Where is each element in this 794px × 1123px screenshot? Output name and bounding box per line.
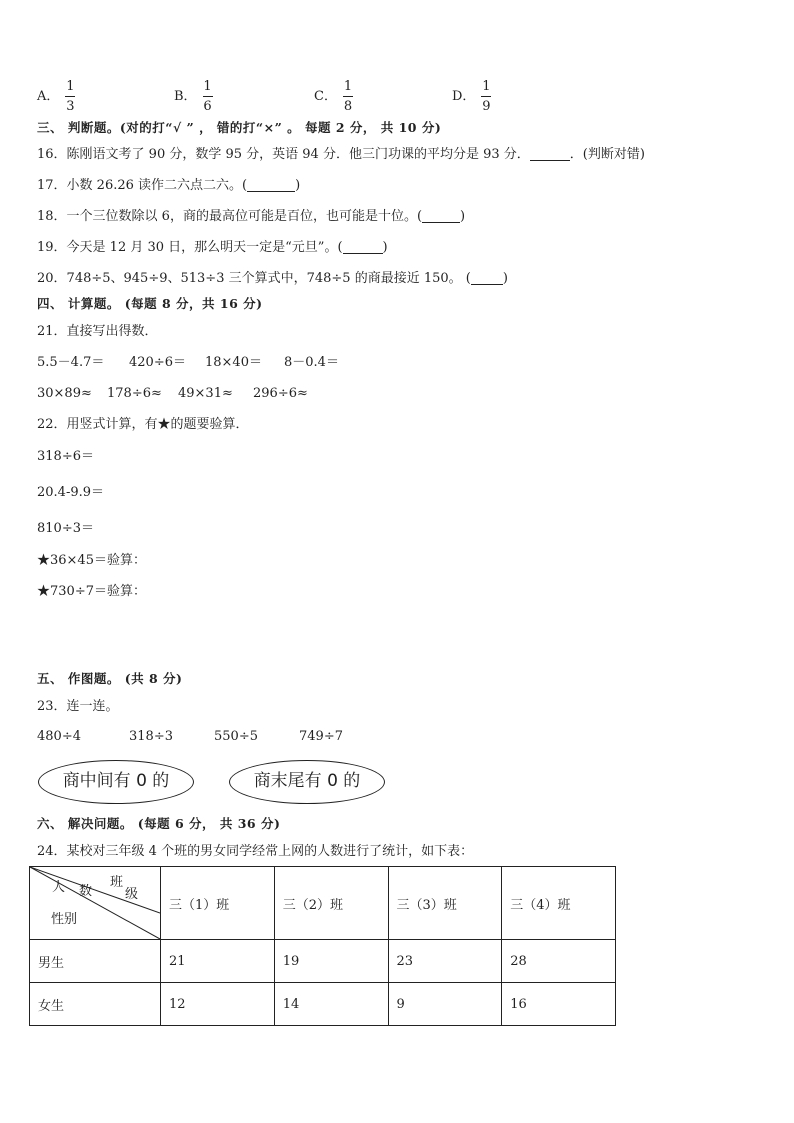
table-cell: 12 (161, 983, 275, 1026)
table-header-row (30, 867, 616, 940)
question-22: 22．用竖式计算，有★的题要验算． (37, 417, 249, 432)
choice-d (452, 80, 491, 113)
choice-letter: D． (452, 89, 476, 104)
section-5-heading: 五、 作图题。 (共 8 分) (37, 671, 183, 686)
calc-item: 18×40＝ (205, 355, 262, 370)
row-label: 女生 (30, 983, 161, 1026)
section-4-heading: 四、 计算题。 (每题 8 分，共 16 分) (37, 296, 263, 311)
question-24: 24．某校对三年级 4 个班的男女同学经常上网的人数进行了统计，如下表： (37, 844, 474, 859)
calc-item: 30×89≈ (37, 386, 92, 401)
choice-letter: C． (314, 89, 337, 104)
table-cell: 19 (274, 940, 388, 983)
row-label: 男生 (30, 940, 161, 983)
choice-letter: A． (37, 89, 60, 104)
column-header: 三（3）班 (388, 867, 502, 940)
section-3-heading: 三、 判断题。(对的打“√ ” ， 错的打“×” 。 每题 2 分， 共 10 分) (37, 120, 442, 135)
fraction: $\frac{1}{8}$ (343, 79, 353, 114)
diagonal-lines (30, 867, 160, 939)
table-cell: 28 (502, 940, 616, 983)
statistics-table (29, 866, 616, 1026)
vertical-calc-item: 318÷6＝ (37, 449, 94, 464)
answer-blank[interactable] (422, 210, 460, 223)
table-cell: 16 (502, 983, 616, 1026)
table-cell: 21 (161, 940, 275, 983)
diagonal-header-cell (30, 867, 161, 940)
choice-letter: B． (174, 89, 197, 104)
oval-quotient-end-zero[interactable]: 商末尾有 0 的 (229, 760, 385, 804)
vertical-calc-item: ★36×45＝验算： (37, 553, 146, 568)
section-6-heading: 六、 解决问题。 (每题 6 分， 共 36 分) (37, 816, 281, 831)
corner-label: 性别 (51, 912, 78, 927)
table-cell: 14 (274, 983, 388, 1026)
answer-blank[interactable] (471, 272, 503, 285)
choice-a (37, 80, 75, 113)
fraction: $\frac{1}{6}$ (203, 79, 212, 114)
calc-item: 49×31≈ (178, 386, 233, 401)
calc-item: 420÷6＝ (129, 355, 186, 370)
calc-item: 178÷6≈ (107, 386, 162, 401)
question-19: 19．今天是 12 月 30 日，那么明天一定是“元旦”。( ) (37, 240, 388, 255)
calc-item: 296÷6≈ (253, 386, 308, 401)
table-cell: 23 (388, 940, 502, 983)
match-expression[interactable]: 480÷4 (37, 729, 81, 744)
question-21: 21．直接写出得数． (37, 324, 158, 339)
choice-c (314, 80, 353, 113)
vertical-calc-item: ★730÷7＝验算： (37, 584, 146, 599)
question-18: 18．一个三位数除以 6，商的最高位可能是百位，也可能是十位。( ) (37, 209, 466, 224)
column-header: 三（4）班 (502, 867, 616, 940)
match-expression[interactable]: 749÷7 (299, 729, 343, 744)
corner-label: 班 (110, 875, 124, 890)
table-row (30, 983, 616, 1026)
calc-item: 8－0.4＝ (284, 355, 339, 370)
oval-quotient-middle-zero[interactable]: 商中间有 0 的 (38, 760, 194, 804)
column-header: 三（1）班 (161, 867, 275, 940)
table-row (30, 940, 616, 983)
fraction: $\frac{1}{3}$ (66, 79, 75, 114)
match-expression[interactable]: 550÷5 (214, 729, 258, 744)
question-16: 16．陈刚语文考了 90 分，数学 95 分，英语 94 分．他三门功课的平均分是 93 分． ．(判断对错) (37, 147, 645, 162)
question-20: 20．748÷5、945÷9、513÷3 三个算式中，748÷5 的商最接近 150。 ( ) (37, 271, 508, 286)
answer-blank[interactable] (247, 179, 295, 192)
vertical-calc-item: 810÷3＝ (37, 521, 94, 536)
table-cell: 9 (388, 983, 502, 1026)
fraction: $\frac{1}{9}$ (482, 79, 491, 114)
answer-blank[interactable] (530, 148, 570, 161)
question-23: 23．连一连。 (37, 699, 119, 714)
match-expression[interactable]: 318÷3 (129, 729, 173, 744)
corner-label: 人 (52, 880, 66, 895)
column-header: 三（2）班 (274, 867, 388, 940)
question-17: 17．小数 26.26 读作二六点二六。( ) (37, 178, 301, 193)
vertical-calc-item: 20.4-9.9＝ (37, 485, 105, 500)
corner-label: 数 (79, 884, 93, 899)
corner-label: 级 (125, 887, 139, 902)
calc-item: 5.5－4.7＝ (37, 355, 105, 370)
answer-blank[interactable] (343, 241, 383, 254)
choice-b (174, 80, 213, 113)
